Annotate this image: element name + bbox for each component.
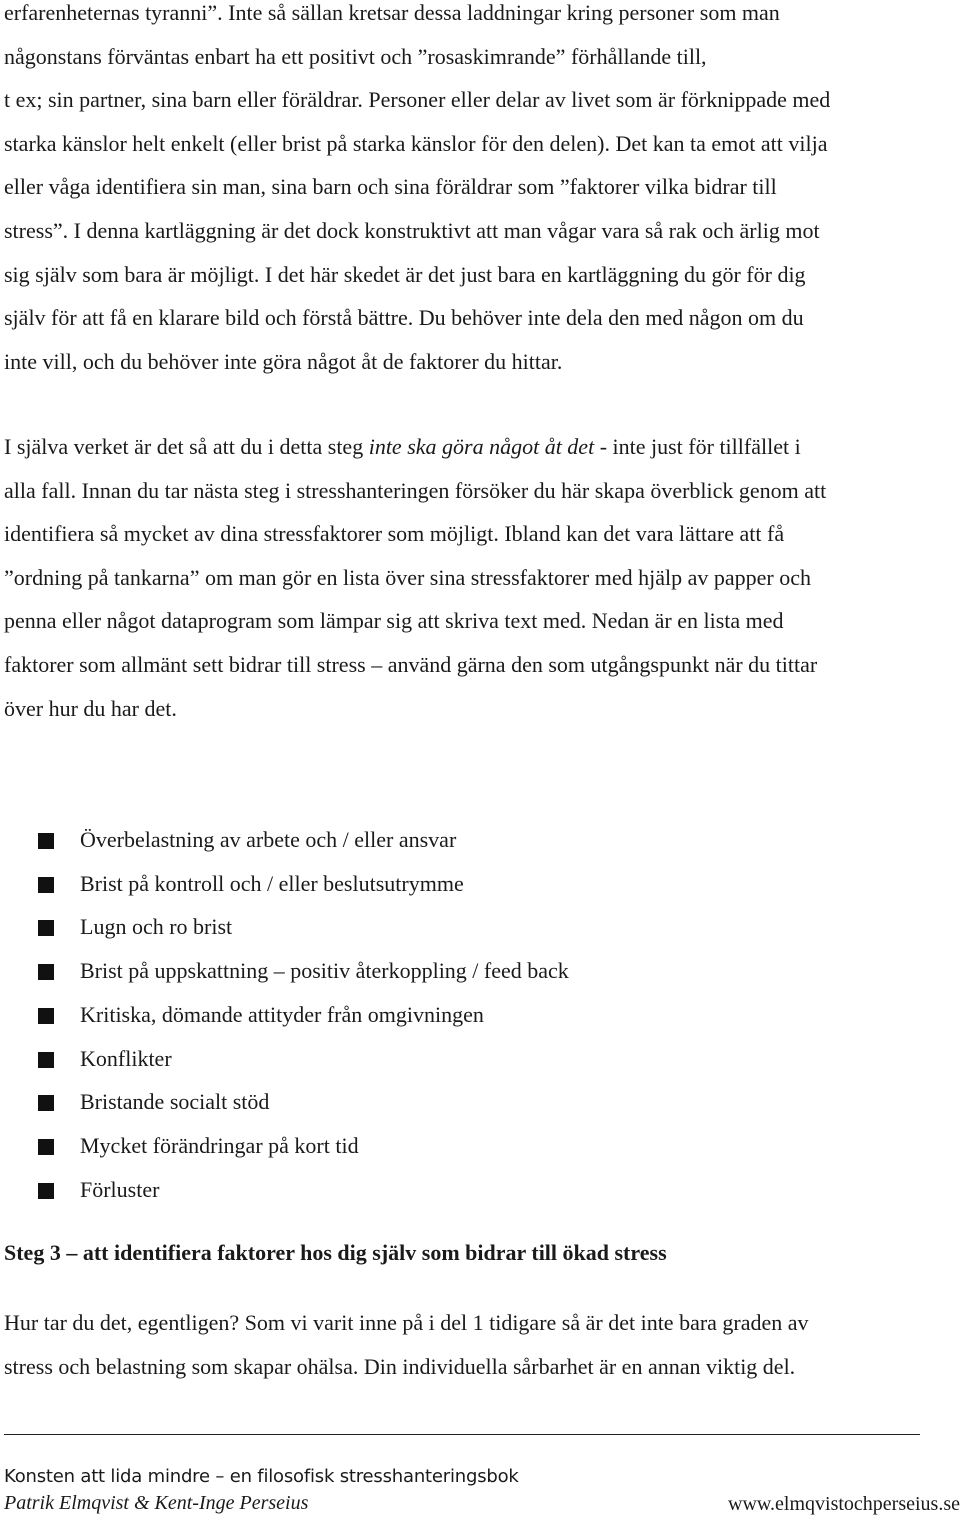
- text-line: penna eller något dataprogram som lämpar sig att skriva text med. Nedan är en lista med: [4, 608, 784, 634]
- text-fragment: I själva verket är det så att du i detta steg: [4, 434, 369, 459]
- list-item: [38, 1080, 569, 1124]
- square-bullet-icon: [38, 877, 54, 893]
- text-line: ”ordning på tankarna” om man gör en lista över sina stressfaktorer med hjälp av papper och: [4, 564, 811, 590]
- list-item-label: Förluster: [80, 1176, 160, 1202]
- stress-factor-list: [38, 818, 569, 1211]
- list-item: [38, 1124, 569, 1168]
- square-bullet-icon: [38, 1052, 54, 1068]
- text-line: identifiera så mycket av dina stressfaktorer som möjligt. Ibland kan det vara lättare att få: [4, 521, 785, 547]
- text-line: inte vill, och du behöver inte göra något åt de faktorer du hittar.: [4, 348, 563, 374]
- text-line: någonstans förväntas enbart ha ett positivt och ”rosaskimrande” förhållande till,: [4, 43, 707, 69]
- square-bullet-icon: [38, 920, 54, 936]
- list-item-label: Lugn och ro brist: [80, 914, 233, 940]
- list-item-label: Överbelastning av arbete och / eller ansvar: [80, 827, 457, 852]
- square-bullet-icon: [38, 833, 54, 849]
- list-item-label: Brist på uppskattning – positiv återkoppling / feed back: [80, 958, 569, 984]
- text-line: eller våga identifiera sin man, sina barn och sina föräldrar som ”faktorer vilka bidrar till: [4, 174, 777, 200]
- text-line: Hur tar du det, egentligen? Som vi varit inne på i del 1 tidigare så är det inte bara graden av: [4, 1310, 809, 1335]
- list-item-label: Mycket förändringar på kort tid: [80, 1132, 359, 1158]
- list-item-label: Konflikter: [80, 1045, 172, 1071]
- text-line: över hur du har det.: [4, 695, 177, 721]
- list-item: [38, 905, 569, 949]
- paragraph-1: [4, 0, 956, 383]
- text-line: stress och belastning som skapar ohälsa. Din individuella sårbarhet är en annan viktig del.: [4, 1353, 796, 1379]
- footer-divider: [4, 1434, 920, 1435]
- square-bullet-icon: [38, 1008, 54, 1024]
- footer-authors: Patrik Elmqvist & Kent-Inge Perseius: [4, 1492, 309, 1514]
- section-heading: Steg 3 – att identifiera faktorer hos dig själv som bidrar till ökad stress: [4, 1240, 667, 1265]
- footer-book-title: Konsten att lida mindre – en filosofisk stresshanteringsbok: [4, 1466, 519, 1487]
- emphasis-text: inte ska göra något åt det: [368, 434, 595, 459]
- text-line: alla fall. Innan du tar nästa steg i stresshanteringen försöker du här skapa överblick genom att: [4, 477, 827, 503]
- square-bullet-icon: [38, 964, 54, 980]
- paragraph-3: [4, 1301, 956, 1388]
- text-line: sig själv som bara är möjligt. I det här skedet är det just bara en kartläggning du gör för dig: [4, 261, 806, 287]
- text-line: stress”. I denna kartläggning är det dock konstruktivt att man vågar vara så rak och ärlig mot: [4, 217, 820, 243]
- text-line: faktorer som allmänt sett bidrar till stress – använd gärna den som utgångspunkt när du tittar: [4, 651, 818, 677]
- list-item: [38, 993, 569, 1037]
- paragraph-2: [4, 425, 956, 730]
- square-bullet-icon: [38, 1095, 54, 1111]
- text-fragment: - inte just för tillfället i: [594, 434, 801, 459]
- list-item: [38, 818, 569, 862]
- text-line: starka känslor helt enkelt (eller brist på starka känslor för den delen). Det kan ta emot att vilja: [4, 130, 828, 156]
- list-item-label: Brist på kontroll och / eller beslutsutrymme: [80, 870, 464, 896]
- list-item: [38, 949, 569, 993]
- square-bullet-icon: [38, 1139, 54, 1155]
- list-item: [38, 862, 569, 906]
- list-item: [38, 1168, 569, 1212]
- square-bullet-icon: [38, 1183, 54, 1199]
- text-line: t ex; sin partner, sina barn eller föräldrar. Personer eller delar av livet som är förknippade med: [4, 87, 831, 113]
- list-item: [38, 1037, 569, 1081]
- text-line: erfarenheternas tyranni”. Inte så sällan kretsar dessa laddningar kring personer som man: [4, 0, 780, 25]
- text-line: själv för att få en klarare bild och förstå bättre. Du behöver inte dela den med någon om du: [4, 305, 804, 331]
- text-line: [4, 425, 956, 469]
- footer-website: www.elmqvistochperseius.se: [728, 1493, 960, 1515]
- list-item-label: Kritiska, dömande attityder från omgivningen: [80, 1001, 484, 1027]
- list-item-label: Bristande socialt stöd: [80, 1089, 270, 1115]
